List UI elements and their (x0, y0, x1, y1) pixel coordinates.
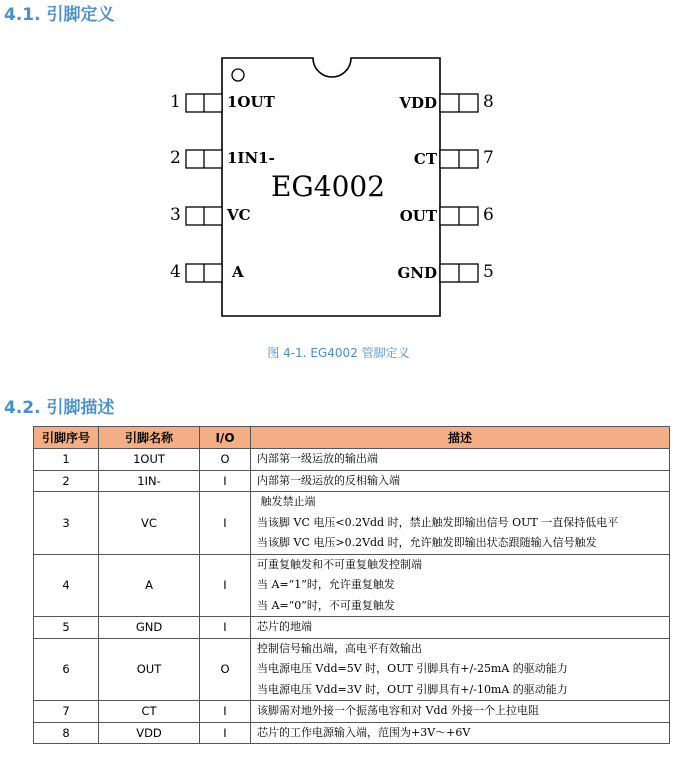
chip-pinout-diagram (0, 0, 677, 340)
cell-pin-number: 3 (34, 492, 99, 555)
pin-number-2: 2 (170, 148, 181, 168)
table-row (34, 554, 670, 617)
description-line: 当该脚 VC 电压>0.2Vdd 时，允许触发即输出状态跟随输入信号触发 (257, 536, 597, 549)
description-line: 芯片的地端 (257, 620, 312, 633)
pin-name-3: VC (227, 206, 251, 224)
cell-description (251, 722, 670, 744)
table-row (34, 492, 670, 555)
cell-description (251, 492, 670, 555)
pin-number-7: 7 (483, 148, 494, 168)
cell-io: I (200, 554, 251, 617)
table-row (34, 617, 670, 639)
cell-pin-name: VDD (99, 722, 200, 744)
cell-pin-name: GND (99, 617, 200, 639)
description-line: 芯片的工作电源输入端，范围为+3V～+6V (257, 725, 471, 739)
description-line: 控制信号输出端，高电平有效输出 (257, 641, 422, 655)
cell-io: I (200, 701, 251, 723)
cell-pin-number: 5 (34, 617, 99, 639)
header-description: 描述 (251, 427, 670, 449)
header-pin-number: 引脚序号 (34, 427, 99, 449)
table-row (34, 722, 670, 744)
description-line: 当 A=“1”时，允许重复触发 (257, 578, 395, 591)
pin-number-8: 8 (483, 92, 494, 112)
cell-pin-number: 8 (34, 722, 99, 744)
pin-description-table (33, 426, 670, 744)
cell-description (251, 638, 670, 701)
cell-pin-number: 4 (34, 554, 99, 617)
pin-name-2: 1IN1- (227, 149, 275, 167)
cell-pin-number: 1 (34, 449, 99, 471)
description-line: 触发禁止端 (257, 495, 316, 508)
cell-io: I (200, 470, 251, 492)
cell-description (251, 554, 670, 617)
cell-description (251, 701, 670, 723)
cell-pin-number: 6 (34, 638, 99, 701)
pin-number-5: 5 (483, 262, 494, 282)
cell-io: O (200, 638, 251, 701)
section-heading-pin-definition: 4.1. 引脚定义 (4, 5, 115, 25)
pin-name-1: 1OUT (227, 93, 275, 111)
cell-io: I (200, 722, 251, 744)
pin-number-1: 1 (170, 92, 181, 112)
description-line: 当该脚 VC 电压<0.2Vdd 时，禁止触发即输出信号 OUT 一直保持低电平 (257, 515, 619, 529)
pin-name-6: OUT (399, 207, 437, 225)
description-line: 当 A=“0”时，不可重复触发 (257, 598, 395, 612)
cell-pin-number: 2 (34, 470, 99, 492)
pin-number-3: 3 (170, 205, 181, 225)
table-header-row (34, 427, 670, 449)
figure-caption: 图 4-1. EG4002 管脚定义 (267, 346, 410, 360)
section-heading-pin-description: 4.2. 引脚描述 (4, 398, 115, 418)
description-line: 该脚需对地外接一个振荡电容和对 Vdd 外接一个上拉电阻 (257, 704, 540, 717)
cell-pin-number: 7 (34, 701, 99, 723)
pin-number-6: 6 (483, 205, 494, 225)
table-row (34, 470, 670, 492)
cell-io: I (200, 492, 251, 555)
pin-number-4: 4 (170, 262, 181, 282)
cell-pin-name: A (99, 554, 200, 617)
table-row (34, 701, 670, 723)
table-row (34, 449, 670, 471)
cell-description (251, 449, 670, 471)
header-io: I/O (200, 427, 251, 449)
description-line: 内部第一级运放的反相输入端 (257, 473, 400, 487)
cell-pin-name: 1OUT (99, 449, 200, 471)
pin-name-4: A (232, 263, 244, 281)
description-line: 内部第一级运放的输出端 (257, 452, 378, 465)
cell-io: I (200, 617, 251, 639)
cell-description (251, 617, 670, 639)
cell-description (251, 470, 670, 492)
cell-pin-name: VC (99, 492, 200, 555)
cell-pin-name: CT (99, 701, 200, 723)
description-line: 当电源电压 Vdd=3V 时，OUT 引脚具有+/-10mA 的驱动能力 (257, 682, 568, 696)
description-line: 可重复触发和不可重复触发控制端 (257, 557, 422, 571)
description-line: 当电源电压 Vdd=5V 时，OUT 引脚具有+/-25mA 的驱动能力 (257, 662, 568, 675)
header-pin-name: 引脚名称 (99, 427, 200, 449)
pin-name-8: VDD (399, 94, 437, 112)
cell-pin-name: 1IN- (99, 470, 200, 492)
chip-part-number: EG4002 (270, 170, 386, 203)
cell-io: O (200, 449, 251, 471)
pin-name-5: GND (397, 264, 437, 282)
table-row (34, 638, 670, 701)
pin-name-7: CT (413, 150, 437, 168)
cell-pin-name: OUT (99, 638, 200, 701)
